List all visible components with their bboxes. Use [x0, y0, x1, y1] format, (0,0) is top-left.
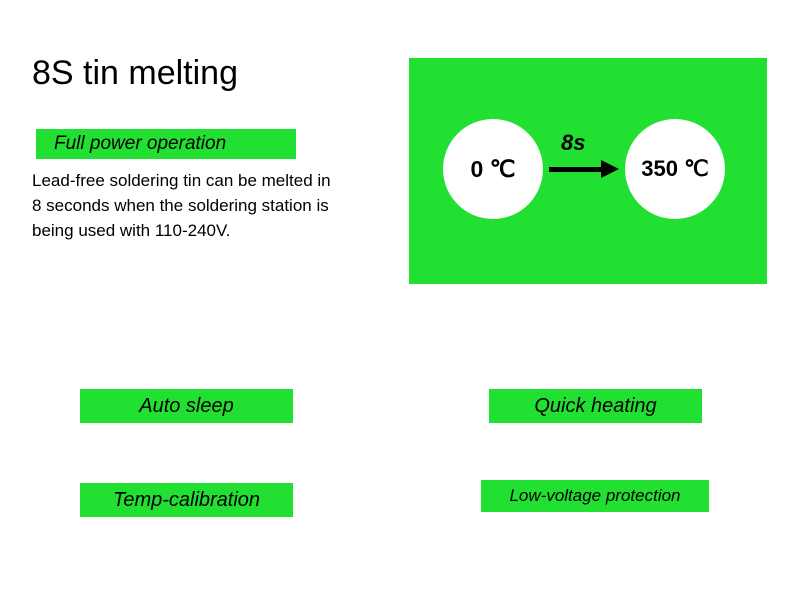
- end-temperature-bubble: [625, 119, 725, 219]
- full-power-badge-label: Full power operation: [54, 133, 227, 154]
- feature-badge-quick-heating: [489, 389, 702, 423]
- description-text: Lead-free soldering tin can be melted in 8 seconds when the soldering station is being used with 110-240V.: [32, 171, 331, 240]
- arrow-line: [549, 167, 603, 172]
- feature-badge-label: Temp-calibration: [112, 488, 261, 511]
- arrow-duration-label: 8s: [561, 130, 586, 155]
- feature-badge-label: Low-voltage protection: [509, 486, 681, 505]
- start-temperature-label: 0 ℃: [470, 155, 516, 182]
- feature-badge-temp-calibration: [80, 483, 293, 517]
- arrow-head: [601, 160, 619, 178]
- start-temperature-bubble: [443, 119, 543, 219]
- feature-badge-label: Auto sleep: [139, 394, 234, 417]
- end-temperature-label: 350 ℃: [641, 156, 709, 181]
- feature-badge-label: Quick heating: [534, 394, 657, 417]
- heating-diagram-panel: [409, 58, 767, 284]
- feature-badge-low-voltage-protection: [481, 480, 709, 512]
- full-power-badge: [36, 129, 296, 159]
- right-arrow-icon: [549, 160, 621, 180]
- feature-badge-auto-sleep: [80, 389, 293, 423]
- page-title: 8S tin melting: [32, 54, 238, 92]
